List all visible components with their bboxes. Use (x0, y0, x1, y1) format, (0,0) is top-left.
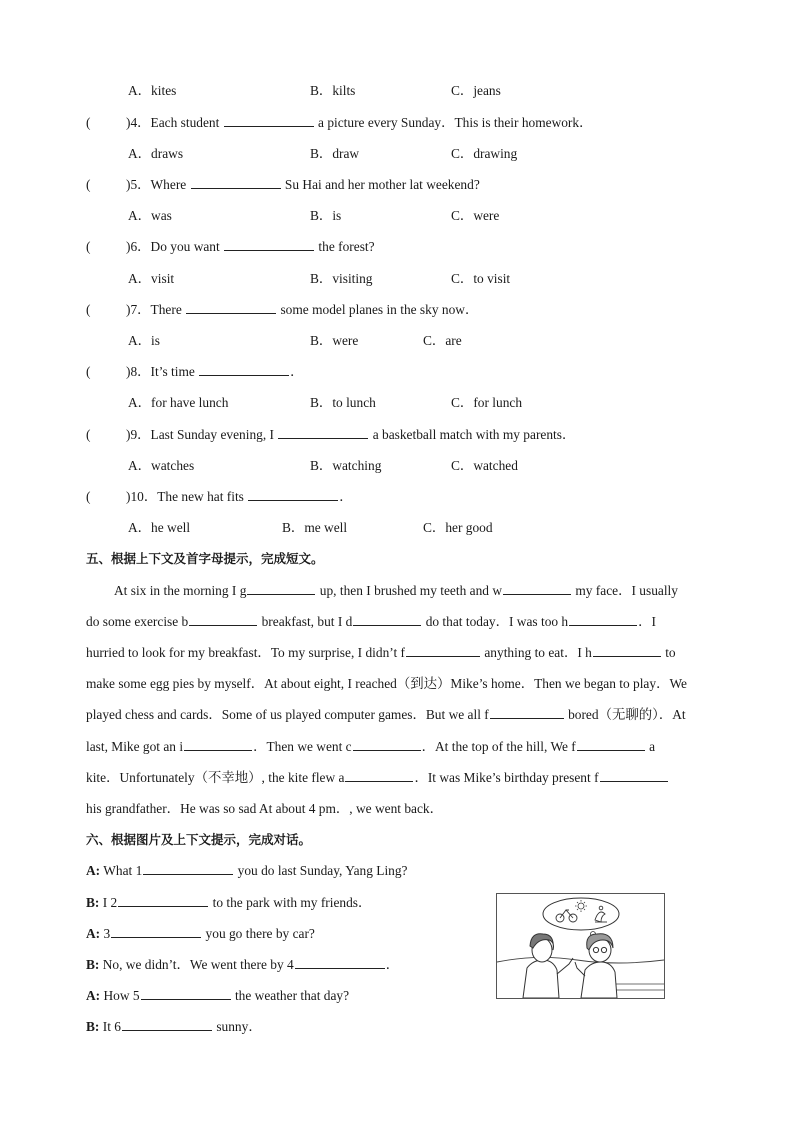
dialog-line-6: B: It 6 sunny． (0, 1016, 794, 1038)
dialog-line-5: A: How 5 the weather that day? (0, 985, 794, 1007)
option-c: C．watched (451, 458, 518, 473)
option-b: B．me well (282, 520, 348, 535)
answer-blank (593, 642, 661, 657)
question-9-options (0, 455, 794, 477)
answer-blank (184, 736, 252, 751)
option-a: A．was (128, 208, 172, 223)
answer-blank (353, 736, 421, 751)
passage-line-8: his grandfather．He was so sad At about 4 pm．, we went back． (86, 801, 444, 816)
passage-line-5: played chess and cards．Some of us played computer games．But we all f bored（无聊的）．At (0, 704, 794, 726)
option-b: B．kilts (310, 83, 356, 98)
question-9: ( )9．Last Sunday evening, I a basketball match with my parents． (0, 424, 794, 446)
option-c: C．are (423, 333, 462, 348)
dialog-line-3: A: 3 you go there by car? (0, 923, 794, 945)
question-7: ( )7．There some model planes in the sky now． (0, 299, 794, 321)
answer-blank (490, 704, 564, 719)
question-4-options (0, 143, 794, 165)
answer-blank (248, 486, 338, 501)
passage-line-3: hurried to look for my breakfast．To my surprise, I didn’t f anything to eat．I h to (0, 642, 794, 664)
option-a: A．is (128, 333, 160, 348)
passage-line-6: last, Mike got an i ．Then we went c ．At the top of the hill, We f a (0, 736, 794, 758)
option-b: B．draw (310, 146, 360, 161)
option-a: A．watches (128, 458, 195, 473)
answer-paren: ( (86, 239, 91, 254)
passage-line-2: do some exercise b breakfast, but I d do that today．I was too h ．I (0, 611, 794, 633)
question-number: )9． (126, 427, 151, 442)
answer-blank (353, 611, 421, 626)
answer-paren: ( (86, 489, 91, 504)
answer-blank (406, 642, 480, 657)
answer-blank (199, 361, 289, 376)
question-6-options (0, 268, 794, 290)
answer-blank (111, 923, 201, 938)
option-a: A．for have lunch (128, 395, 229, 410)
answer-blank (189, 611, 257, 626)
answer-paren: ( (86, 302, 91, 317)
question-6: ( )6．Do you want the forest? (0, 236, 794, 258)
answer-paren: ( (86, 115, 91, 130)
speaker: B: (86, 895, 100, 910)
question-8-options (0, 392, 794, 414)
question-number: )7． (126, 302, 151, 317)
answer-blank (224, 112, 314, 127)
dialog-line-2: B: I 2 to the park with my friends． (0, 892, 794, 914)
answer-paren: ( (86, 364, 91, 379)
option-b: B．visiting (310, 271, 373, 286)
answer-paren: ( (86, 177, 91, 192)
question-number: )10． (126, 489, 158, 504)
option-a: A．visit (128, 271, 175, 286)
question-3-options (0, 80, 794, 102)
answer-blank (186, 299, 276, 314)
answer-blank (345, 767, 413, 782)
question-number: )4． (126, 115, 151, 130)
question-5-options (0, 205, 794, 227)
option-c: C．to visit (451, 271, 511, 286)
section-5-title: 五、根据上下文及首字母提示，完成短文。 (86, 551, 324, 566)
dialog-line-1: A: What 1 you do last Sunday, Yang Ling? (0, 860, 794, 882)
question-7-options (0, 330, 794, 352)
option-c: C．jeans (451, 83, 501, 98)
option-b: B．were (310, 333, 359, 348)
option-b: B．watching (310, 458, 382, 473)
option-c: C．were (451, 208, 500, 223)
question-8: ( )8．It’s time ． (0, 361, 794, 383)
question-10-options (0, 517, 794, 539)
option-a: A．he well (128, 520, 191, 535)
dialog-line-4: B: No, we didn’t．We went there by 4 ． (0, 954, 794, 976)
answer-blank (143, 860, 233, 875)
option-b: B．to lunch (310, 395, 376, 410)
question-4: ( )4．Each student a picture every Sunday．This is their homework． (0, 112, 794, 134)
speaker: A: (86, 988, 101, 1003)
question-number: )8． (126, 364, 151, 379)
option-c: C．drawing (451, 146, 518, 161)
question-number: )5． (126, 177, 151, 192)
question-10: ( )10．The new hat fits ． (0, 486, 794, 508)
option-a: A．kites (128, 83, 177, 98)
option-c: C．for lunch (451, 395, 523, 410)
passage-line-1: At six in the morning I g up, then I brushed my teeth and w my face．I usually (0, 580, 794, 602)
answer-blank (141, 985, 231, 1000)
answer-blank (224, 236, 314, 251)
answer-blank (503, 580, 571, 595)
dialog-illustration (496, 893, 665, 999)
speaker: A: (86, 926, 101, 941)
option-c: C．her good (423, 520, 493, 535)
answer-blank (569, 611, 637, 626)
option-a: A．draws (128, 146, 184, 161)
answer-paren: ( (86, 427, 91, 442)
speaker: A: (86, 863, 101, 878)
speaker: B: (86, 1019, 100, 1034)
passage-line-4: make some egg pies by myself．At about eight, I reached（到达）Mike’s home．Then we began to play．We (86, 676, 687, 691)
answer-blank (278, 424, 368, 439)
question-number: )6． (126, 239, 151, 254)
option-b: B．is (310, 208, 342, 223)
answer-blank (600, 767, 668, 782)
answer-blank (247, 580, 315, 595)
answer-blank (118, 892, 208, 907)
answer-blank (295, 954, 385, 969)
speaker: B: (86, 957, 100, 972)
two-girls-talking-illustration (497, 894, 664, 998)
passage-line-7: kite．Unfortunately（不幸地）, the kite flew a ．It was Mike’s birthday present f (0, 767, 794, 789)
question-5: ( )5．Where Su Hai and her mother lat weekend? (0, 174, 794, 196)
section-6-title: 六、根据图片及上下文提示，完成对话。 (86, 832, 312, 847)
answer-blank (191, 174, 281, 189)
answer-blank (577, 736, 645, 751)
answer-blank (122, 1016, 212, 1031)
